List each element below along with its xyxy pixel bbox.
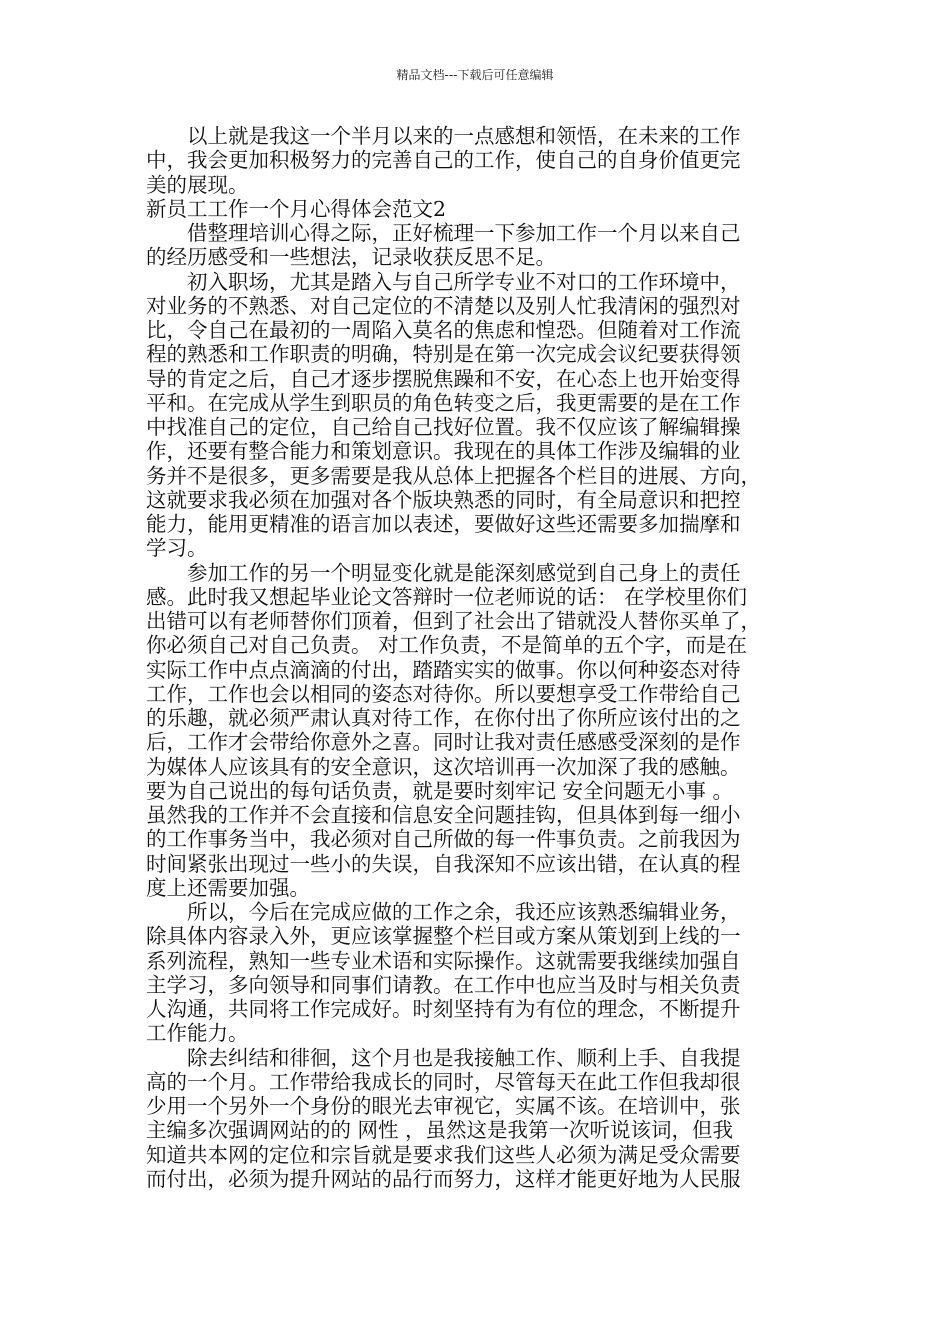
text-line: 对业务的不熟悉、对自己定位的不清楚以及别人忙我清闲的强烈对 xyxy=(146,293,741,318)
text-line: 时间紧张出现过一些小的失误，自我深知不应该出错，在认真的程 xyxy=(146,851,741,876)
text-line: 的工作事务当中，我必须对自己所做的每一件事负责。之前我因为 xyxy=(146,827,741,852)
text-line: 这就要求我必须在加强对各个版块熟悉的同时，有全局意识和把控 xyxy=(146,487,741,512)
text-line: 新员工工作一个月心得体会范文2 xyxy=(146,196,447,221)
text-line: 的经历感受和一些想法，记录收获反思不足。 xyxy=(146,245,556,270)
text-line: 能力，能用更精准的语言加以表述，要做好这些还需要多加揣摩和 xyxy=(146,512,741,536)
text-line: 除去纠结和徘徊，这个月也是我接触工作、顺利上手、自我提 xyxy=(146,1045,741,1070)
text-line: 美的展现。 xyxy=(146,172,249,197)
text-line: 工作，工作也会以相同的姿态对待你。所以要想享受工作带给自己 xyxy=(146,681,741,706)
text-line: 参加工作的另一个明显变化就是能深刻感觉到自己身上的责任 xyxy=(146,560,741,585)
text-line: 初入职场，尤其是踏入与自己所学专业不对口的工作环境中， xyxy=(146,269,741,294)
text-line: 学习。 xyxy=(146,536,208,561)
text-line: 度上还需要加强。 xyxy=(146,875,310,900)
text-line: 感。此时我又想起毕业论文答辩时一位老师说的话： 在学校里你们 xyxy=(146,584,748,609)
text-line: 工作能力。 xyxy=(146,1021,249,1046)
text-line: 中找准自己的定位，自己给自己找好位置。我不仅应该了解编辑操 xyxy=(146,415,741,439)
text-line: 后，工作才会带给你意外之喜。同时让我对责任感感受深刻的是作 xyxy=(146,730,741,755)
text-line: 务并不是很多，更多需要是我从总体上把握各个栏目的进展、方向， xyxy=(146,463,761,488)
text-line: 借整理培训心得之际，正好梳理一下参加工作一个月以来自己 xyxy=(146,221,741,245)
text-line: 高的一个月。工作带给我成长的同时，尽管每天在此工作但我却很 xyxy=(146,1069,741,1094)
text-line: 虽然我的工作并不会直接和信息安全问题挂钩，但具体到每一细小 xyxy=(146,803,741,827)
text-line: 实际工作中点点滴滴的付出，踏踏实实的做事。你以何种姿态对待 xyxy=(146,657,741,682)
text-line: 为媒体人应该具有的安全意识，这次培训再一次加深了我的感触。 xyxy=(146,754,741,779)
text-line: 以上就是我这一个半月以来的一点感想和领悟，在未来的工作 xyxy=(146,124,741,148)
text-line: 少用一个另外一个身份的眼光去审视它，实属不该。在培训中，张 xyxy=(146,1094,741,1118)
text-line: 导的肯定之后，自己才逐步摆脱焦躁和不安，在心态上也开始变得 xyxy=(146,366,741,391)
text-line: 人沟通，共同将工作完成好。时刻坚持有为有位的理念，不断提升 xyxy=(146,997,741,1021)
text-line: 主编多次强调网站的的 网性 ，虽然这是我第一次听说该词，但我 xyxy=(146,1118,734,1143)
text-line: 要为自己说出的每句话负责，就是要时刻牢记 安全问题无小事 。 xyxy=(146,778,734,803)
text-line: 知道共本网的定位和宗旨就是要求我们这些人必须为满足受众需要 xyxy=(146,1142,741,1167)
text-line: 除具体内容录入外，更应该掌握整个栏目或方案从策划到上线的一 xyxy=(146,924,741,949)
text-line: 出错可以有老师替你们顶着，但到了社会出了错就没人替你买单了， xyxy=(146,609,761,633)
text-line: 平和。在完成从学生到职员的角色转变之后，我更需要的是在工作 xyxy=(146,390,741,415)
text-line: 系列流程，熟知一些专业术语和实际操作。这就需要我继续加强自 xyxy=(146,948,741,973)
text-line: 中，我会更加积极努力的完善自己的工作，使自己的自身价值更完 xyxy=(146,148,741,173)
text-line: 比，令自己在最初的一周陷入莫名的焦虑和惶恐。但随着对工作流 xyxy=(146,318,741,342)
text-line: 你必须自己对自己负责。 对工作负责，不是简单的五个字，而是在 xyxy=(146,633,748,658)
text-line: 程的熟悉和工作职责的明确，特别是在第一次完成会议纪要获得领 xyxy=(146,342,741,367)
text-line: 而付出，必须为提升网站的品行而努力，这样才能更好地为人民服 xyxy=(146,1166,741,1191)
text-line: 作，还要有整合能力和策划意识。我现在的具体工作涉及编辑的业 xyxy=(146,439,741,464)
page-header: 精品文档---下载后可任意编辑 xyxy=(396,68,554,82)
text-line: 的乐趣，就必须严肃认真对待工作，在你付出了你所应该付出的之 xyxy=(146,706,741,730)
text-line: 主学习，多向领导和同事们请教。在工作中也应当及时与相关负责 xyxy=(146,972,741,997)
text-line: 所以，今后在完成应做的工作之余，我还应该熟悉编辑业务， xyxy=(146,900,741,924)
